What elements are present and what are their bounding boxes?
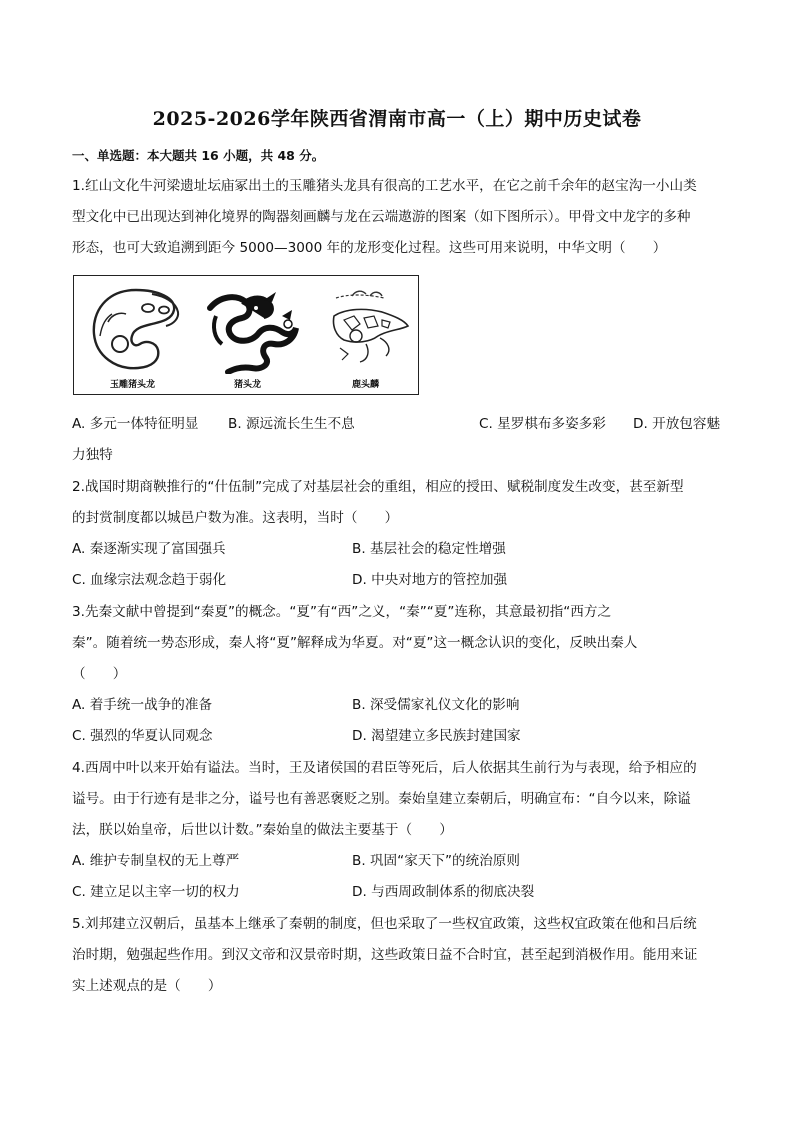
q2-option-b[interactable]: B. 基层社会的稳定性增强 [352, 541, 506, 557]
jade-pig-dragon-image [86, 284, 186, 376]
q3-option-a[interactable]: A. 着手统一战争的准备 [72, 697, 213, 713]
q4-stem-line-3: 法，朕以始皇帝，后世以计数。”秦始皇的做法主要基于（ ） [72, 822, 453, 838]
q3-stem-line-1: 3.先秦文献中曾提到“秦夏”的概念。“夏”有“西”之义，“秦”“夏”连称，其意最初指“西方之 [72, 604, 612, 620]
q3-option-c[interactable]: C. 强烈的华夏认同观念 [72, 728, 213, 744]
q1-option-a[interactable]: A. 多元一体特征明显 [72, 416, 199, 432]
q4-stem-line-1: 4.西周中叶以来开始有谥法。当时，王及诸侯国的君臣等死后，后人依据其生前行为与表现，给予相应的 [72, 760, 697, 776]
exam-title: 2025-2026学年陕西省渭南市高一（上）期中历史试卷 [152, 108, 642, 130]
q3-option-b[interactable]: B. 深受儒家礼仪文化的影响 [352, 697, 520, 713]
q1-option-d[interactable]: D. 开放包容魅 [633, 416, 721, 432]
q4-option-c[interactable]: C. 建立足以主宰一切的权力 [72, 884, 240, 900]
deer-head-qilin-image [326, 290, 412, 370]
pig-dragon-image [202, 286, 302, 374]
q5-stem-line-1: 5.刘邦建立汉朝后，虽基本上继承了秦朝的制度，但也采取了一些权宜政策，这些权宜政策在他和吕后统 [72, 916, 697, 932]
q5-stem-line-2: 治时期，勉强起些作用。到汉文帝和汉景帝时期，这些政策日益不合时宜，甚至起到消极作用。能用来证 [72, 947, 698, 963]
q1-option-d-continued: 力独特 [72, 447, 113, 463]
q3-stem-line-2: 秦”。随着统一势态形成，秦人将“夏”解释成为华夏。对“夏”这一概念认识的变化，反映出秦人 [72, 635, 638, 651]
q2-stem-line-2: 的封赏制度都以城邑户数为准。这表明，当时（ ） [72, 510, 399, 526]
section-heading: 一、单选题：本大题共 16 小题，共 48 分。 [72, 148, 325, 163]
q4-option-b[interactable]: B. 巩固“家天下”的统治原则 [352, 853, 520, 869]
q4-stem-line-2: 谥号。由于行迹有是非之分，谥号也有善恶褒贬之别。秦始皇建立秦朝后，明确宣布：“自今以来，除谥 [72, 791, 691, 807]
q1-option-b[interactable]: B. 源远流长生生不息 [228, 416, 355, 432]
q4-option-d[interactable]: D. 与西周政制体系的彻底决裂 [352, 884, 535, 900]
q3-stem-line-3: （ ） [72, 666, 127, 682]
q2-stem-line-1: 2.战国时期商鞅推行的“什伍制”完成了对基层社会的重组，相应的授田、赋税制度发生改变，甚至新型 [72, 479, 684, 495]
q3-option-d[interactable]: D. 渴望建立多民族封建国家 [352, 728, 521, 744]
figure-label-jade-pig-dragon: 玉雕猪头龙 [110, 380, 156, 390]
q4-option-a[interactable]: A. 维护专制皇权的无上尊严 [72, 853, 240, 869]
q1-stem-line-2: 型文化中已出现达到神化境界的陶器刻画麟与龙在云端遨游的图案（如下图所示）。甲骨文中龙字的多种 [72, 209, 691, 225]
q1-option-c[interactable]: C. 星罗棋布多姿多彩 [479, 416, 606, 432]
q2-option-c[interactable]: C. 血缘宗法观念趋于弱化 [72, 572, 227, 588]
q2-option-d[interactable]: D. 中央对地方的管控加强 [352, 572, 508, 588]
figure-label-pig-dragon: 猪头龙 [234, 380, 262, 390]
q1-stem-line-1: 1.红山文化牛河梁遗址坛庙冢出土的玉雕猪头龙具有很高的工艺水平，在它之前千余年的赵宝沟一小山类 [72, 178, 697, 194]
q1-dragon-figure [73, 275, 419, 395]
q2-option-a[interactable]: A. 秦逐渐实现了富国强兵 [72, 541, 226, 557]
figure-label-deer-head-qilin: 鹿头麟 [352, 380, 380, 390]
q1-stem-line-3: 形态，也可大致追溯到距今 5000—3000 年的龙形变化过程。这些可用来说明，中华文明（ ） [72, 240, 667, 256]
q5-stem-line-3: 实上述观点的是（ ） [72, 978, 222, 994]
